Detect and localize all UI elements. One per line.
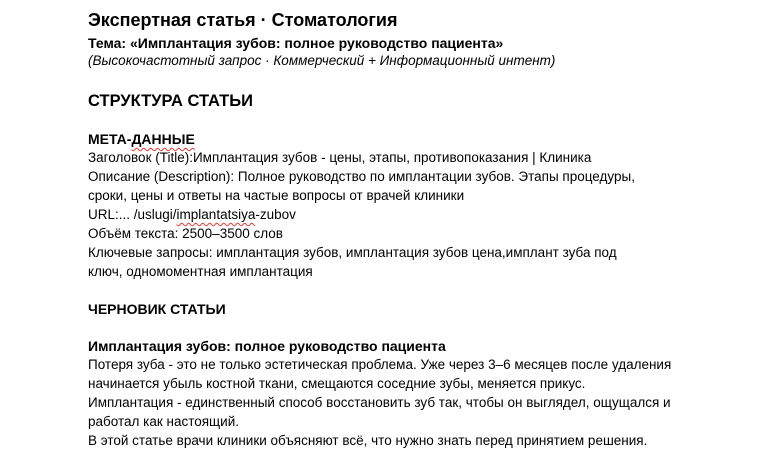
document-subtitle: (Высокочастотный запрос · Коммерческий + Информационный интент) (88, 53, 556, 68)
article-paragraph-1: Потеря зуба - это не только эстетическая проблема. Уже через 3–6 месяцев после удаления начинается убыль костной ткани, смещаются соседние зубы, меняется прикус. Имплантация - единственный способ восстановить зуб так, чтобы он выглядел, ощущался и работал как настоящий. (88, 357, 672, 429)
article-paragraph-2: В этой статье врачи клиники объясняют всё, что нужно знать перед принятием решения. (88, 433, 648, 448)
meta-keywords: Ключевые запросы: имплантация зубов, имплантация зубов цена,имплант зуба под ключ, одномоментная имплантация (88, 245, 617, 279)
meta-heading-part1: МЕТА- (88, 131, 132, 147)
meta-heading (88, 130, 728, 148)
draft-heading: ЧЕРНОВИК СТАТЬИ (88, 301, 226, 317)
document-page (88, 9, 728, 450)
document-topic: Тема: «Имплантация зубов: полное руководство пациента» (88, 35, 504, 51)
meta-volume: Объём текста: 2500–3500 слов (88, 226, 283, 241)
article-title: Имплантация зубов: полное руководство пациента (88, 338, 446, 354)
meta-url-line (88, 205, 728, 224)
meta-description: Описание (Description): Полное руководство по имплантации зубов. Этапы процедуры, сроки, цены и ответы на частые вопросы от врачей клиники (88, 169, 635, 203)
meta-url-slug-part1: implantatsiya (176, 207, 256, 222)
meta-url-prefix: URL:... /uslugi/ (88, 207, 177, 222)
document-title: Экспертная статья · Стоматология (88, 10, 398, 30)
meta-url-slug-part2: -zubov (255, 207, 296, 222)
meta-title-line: Заголовок (Title):Имплантация зубов - цены, этапы, противопоказания | Клиника (88, 150, 592, 165)
meta-heading-part2: ДАННЫЕ (131, 131, 195, 147)
structure-heading: СТРУКТУРА СТАТЬИ (88, 92, 253, 110)
